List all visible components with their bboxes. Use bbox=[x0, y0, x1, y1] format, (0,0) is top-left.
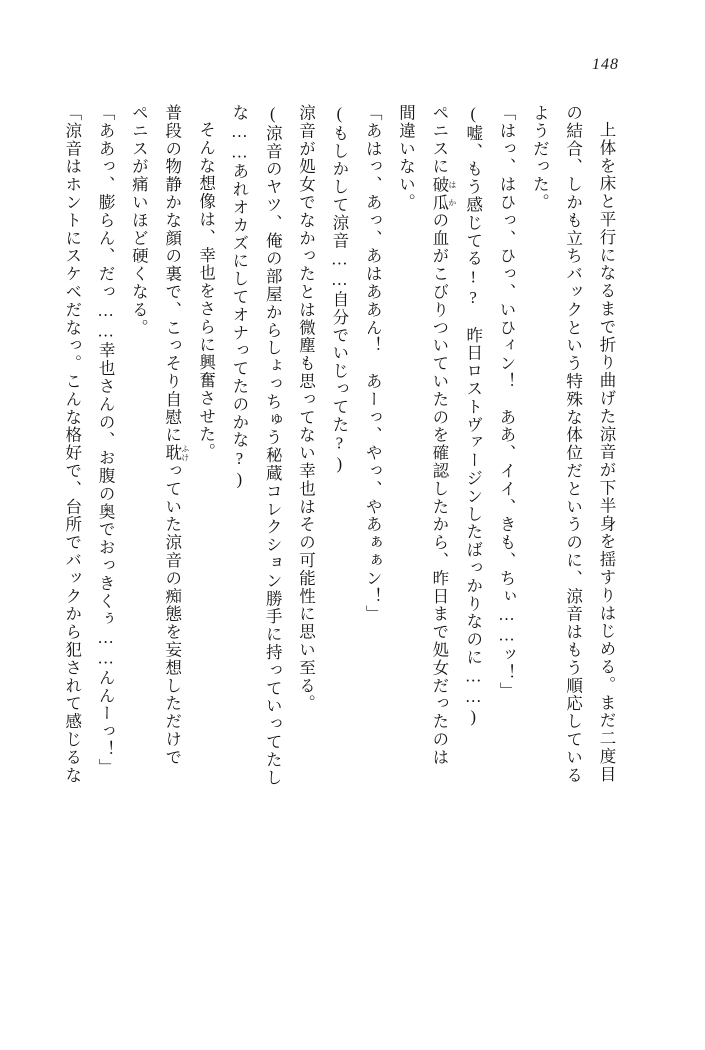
paragraph-with-ruby bbox=[423, 104, 457, 960]
paragraph: の結合、しかも立ちバックという特殊な体位だというのに、涼音はもう順応している bbox=[563, 104, 583, 785]
paragraph: (もしかして涼音……自分でいじってた?) bbox=[329, 104, 349, 475]
page-text-body bbox=[62, 104, 623, 960]
paragraph: 「はっ、はひっ、ひっ、いひィン！ ああ、イイ、きも、ちぃ……ッ！」 bbox=[497, 104, 517, 700]
paragraph-text-post: の血がこびりついていたのを確認したから、昨日まで処女だったのは bbox=[429, 211, 449, 767]
paragraph: ペニスが痛いほど硬くなる。 bbox=[129, 104, 149, 337]
paragraph: 「涼音はホントにスケベだなっ。こんな格好で、台所でバックから犯されて感じるな bbox=[62, 104, 82, 785]
ruby-text: はか bbox=[447, 175, 457, 212]
page-number: 148 bbox=[592, 56, 619, 73]
paragraph-text-pre: 普段の物静かな顔の裏で、こっそり自慰に bbox=[162, 104, 182, 445]
paragraph: 涼音が処女でなかったとは微塵も思ってない幸也はその可能性に思い至る。 bbox=[296, 104, 316, 713]
ruby-annotation bbox=[429, 175, 457, 212]
paragraph-text-pre: ペニスに bbox=[429, 104, 449, 176]
paragraph: 上体を床と平行になるまで折り曲げた涼音が下半身を揺すりはじめる。まだ二度目 bbox=[597, 120, 616, 783]
paragraph: 間違いない。 bbox=[396, 104, 416, 212]
paragraph: そんな想像は、幸也をさらに興奮させた。 bbox=[196, 120, 216, 461]
paragraph: ようだった。 bbox=[530, 104, 550, 212]
paragraph-text-post: っていた涼音の痴態を妄想しただけで bbox=[162, 462, 182, 767]
paragraph: 「ああっ、膨らん、だっ……幸也さんの、お腹の奥でおっきくぅ……んんーっ！」 bbox=[96, 104, 116, 777]
ruby-base: 耽 bbox=[162, 444, 182, 463]
ruby-annotation bbox=[162, 444, 190, 463]
ruby-text: ふけ bbox=[180, 444, 190, 462]
ruby-base: 破瓜 bbox=[429, 175, 449, 212]
paragraph: 「あはっ、あっ、あはああん！ あーっ、やっ、やあぁぁン！」 bbox=[363, 104, 383, 624]
paragraph: な……あれオカズにしてオナってたのかな?) bbox=[229, 104, 249, 490]
paragraph: (嘘、もう感じてる!? 昨日ロストヴァージンしたばっかりなのに……) bbox=[463, 104, 483, 728]
paragraph-with-ruby bbox=[155, 104, 189, 960]
paragraph: (涼音のヤツ、俺の部屋からしょっちゅう秘蔵コレクション勝手に持っていってたし bbox=[263, 104, 283, 787]
